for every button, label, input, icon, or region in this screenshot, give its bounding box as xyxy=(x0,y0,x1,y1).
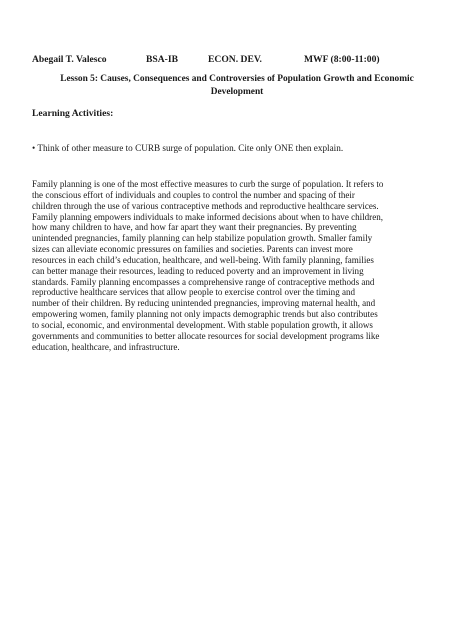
paragraph-line: children through the use of various contraceptive methods and reproductive healthcare services. xyxy=(32,200,379,211)
paragraph-line: can better manage their resources, leading to reduced poverty and an improvement in living xyxy=(32,265,364,276)
paragraph-line: empowering women, family planning not only impacts demographic trends but also contributes xyxy=(32,309,378,320)
lesson-title xyxy=(32,73,442,98)
activity-prompt: • Think of other measure to CURB surge of population. Cite only ONE then explain. xyxy=(32,143,344,153)
paragraph-line: number of their children. By reducing unintended pregnancies, improving maternal health, and xyxy=(32,298,376,309)
paragraph-line: unintended pregnancies, family planning can help stabilize population growth. Smaller family xyxy=(32,233,373,244)
paragraph-line: reproductive healthcare services that allow people to exercise control over the timing and xyxy=(32,287,356,298)
paragraph-line: standards. Family planning encompasses a comprehensive range of contraceptive methods and xyxy=(32,276,375,287)
lesson-title-line: Lesson 5: Causes, Consequences and Controversies of Population Growth and Economic xyxy=(60,74,414,84)
student-name: Abegail T. Valesco xyxy=(32,54,107,65)
answer-paragraph xyxy=(32,179,446,353)
learning-activities-heading: Learning Activities: xyxy=(32,108,114,119)
paragraph-line: resources in each child’s education, healthcare, and well-being. With family planning, families xyxy=(32,254,374,265)
paragraph-line: how many children to have, and how far apart they want their pregnancies. By preventing xyxy=(32,222,357,233)
paragraph-line: education, healthcare, and infrastructure. xyxy=(32,341,180,352)
paragraph-line: the conscious effort of individuals and couples to control the number and spacing of their xyxy=(32,189,355,200)
subject-name: ECON. DEV. xyxy=(208,54,262,65)
paragraph-line: to social, economic, and environmental development. With stable population growth, it allows xyxy=(32,319,373,330)
paragraph-line: governments and communities to better allocate resources for social development programs like xyxy=(32,330,380,341)
paragraph-line: Family planning empowers individuals to make informed decisions about when to have children, xyxy=(32,211,383,222)
paragraph-line: sizes can alleviate economic pressures on families and societies. Parents can invest more xyxy=(32,244,353,255)
course-section: BSA-IB xyxy=(146,54,178,65)
lesson-title-line: Development xyxy=(210,86,264,97)
paragraph-line: Family planning is one of the most effective measures to curb the surge of population. It refers to xyxy=(32,179,384,189)
class-schedule: MWF (8:00-11:00) xyxy=(304,54,380,65)
